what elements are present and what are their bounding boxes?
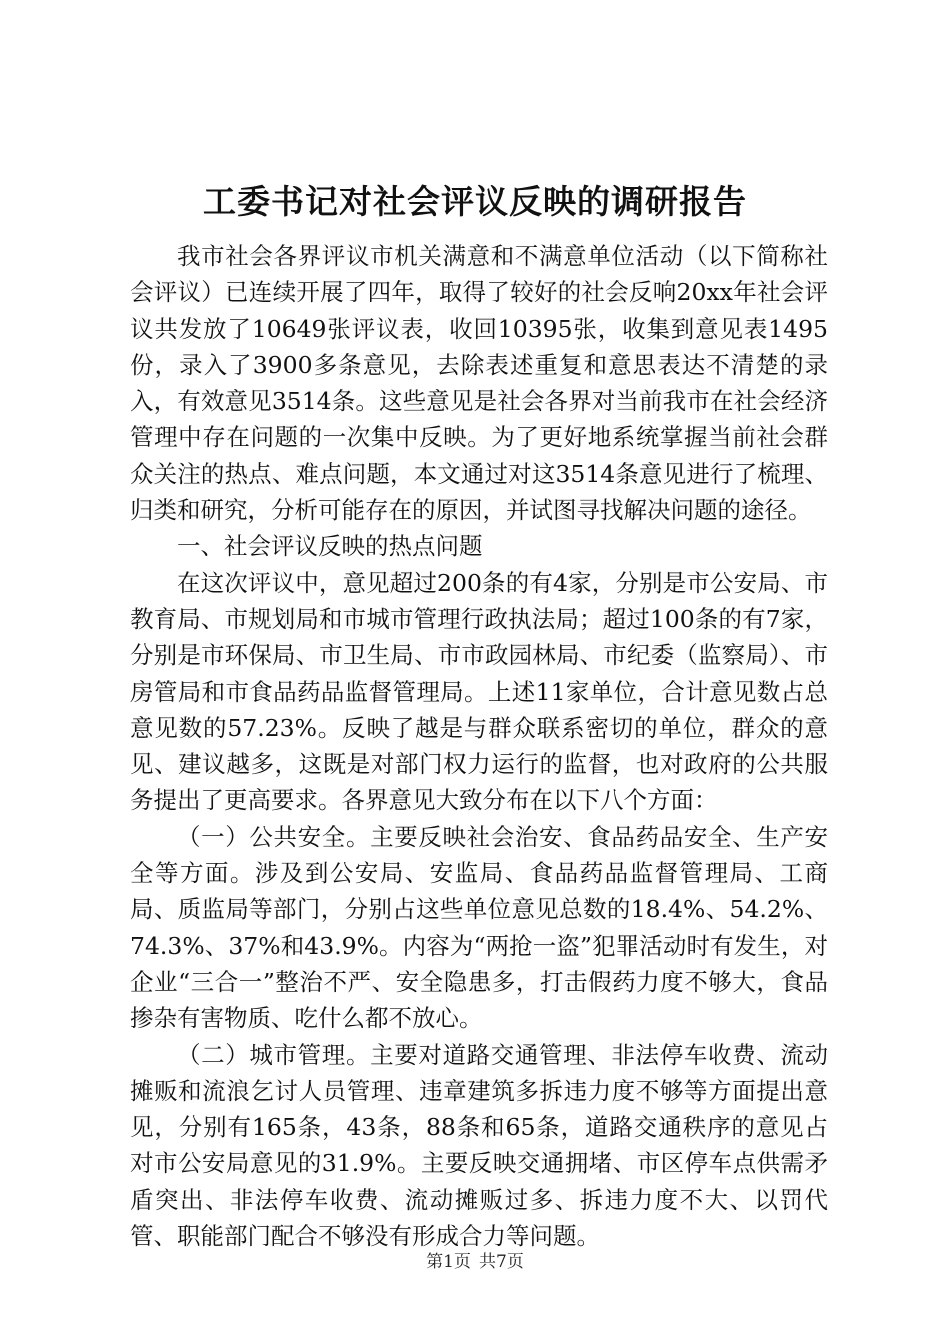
page-total: 共7页 [479,1252,524,1272]
page-footer [0,1250,950,1274]
urban-management-paragraph: （二）城市管理。主要对道路交通管理、非法停车收费、流动摊贩和流浪乞讨人员管理、违章建筑多拆违力度不够等方面提出意见，分别有165条，43条，88条和65条，道路交通秩序的意见占对市公安局意见的31.9%。主要反映交通拥堵、市区停车点供需矛盾突出、非法停车收费、流动摊贩过多、拆违力度不大、以罚代管、职能部门配合不够没有形成合力等问题。 [130,1040,828,1251]
section-heading: 一、社会评议反映的热点问题 [177,532,483,561]
public-safety-paragraph: （一）公共安全。主要反映社会治安、食品药品安全、生产安全等方面。涉及到公安局、安监局、食品药品监督管理局、工商局、质监局等部门，分别占这些单位意见总数的18.4%、54.2%、74.3%、37%和43.9%。内容为“两抢一盗”犯罪活动时有发生，对企业“三合一”整治不严、安全隐患多，打击假药力度不够大，食品掺杂有害物质、吃什么都不放心。 [130,822,828,1033]
intro-paragraph: 我市社会各界评议市机关满意和不满意单位活动（以下简称社会评议）已连续开展了四年，取得了较好的社会反响20xx年社会评议共发放了10649张评议表，收回10395张，收集到意见表1495份，录入了3900多条意见，去除表述重复和意思表达不清楚的录入，有效意见3514条。这些意见是社会各界对当前我市在社会经济管理中存在问题的一次集中反映。为了更好地系统掌握当前社会群众关注的热点、难点问题，本文通过对这3514条意见进行了梳理、归类和研究，分析可能存在的原因，并试图寻找解决问题的途径。 [130,242,828,525]
document-title: 工委书记对社会评议反映的调研报告 [203,182,747,221]
overview-paragraph: 在这次评议中，意见超过200条的有4家，分别是市公安局、市教育局、市规划局和市城市管理行政执法局；超过100条的有7家，分别是市环保局、市卫生局、市市政园林局、市纪委（监察局）、市房管局和市食品药品监督管理局。上述11家单位，合计意见数占总意见数的57.23%。反映了越是与群众联系密切的单位，群众的意见、建议越多，这既是对部门权力运行的监督，也对政府的公共服务提出了更高要求。各界意见大致分布在以下八个方面： [130,568,828,815]
document-body [130,238,828,1254]
page-number: 第1页 [426,1252,471,1272]
